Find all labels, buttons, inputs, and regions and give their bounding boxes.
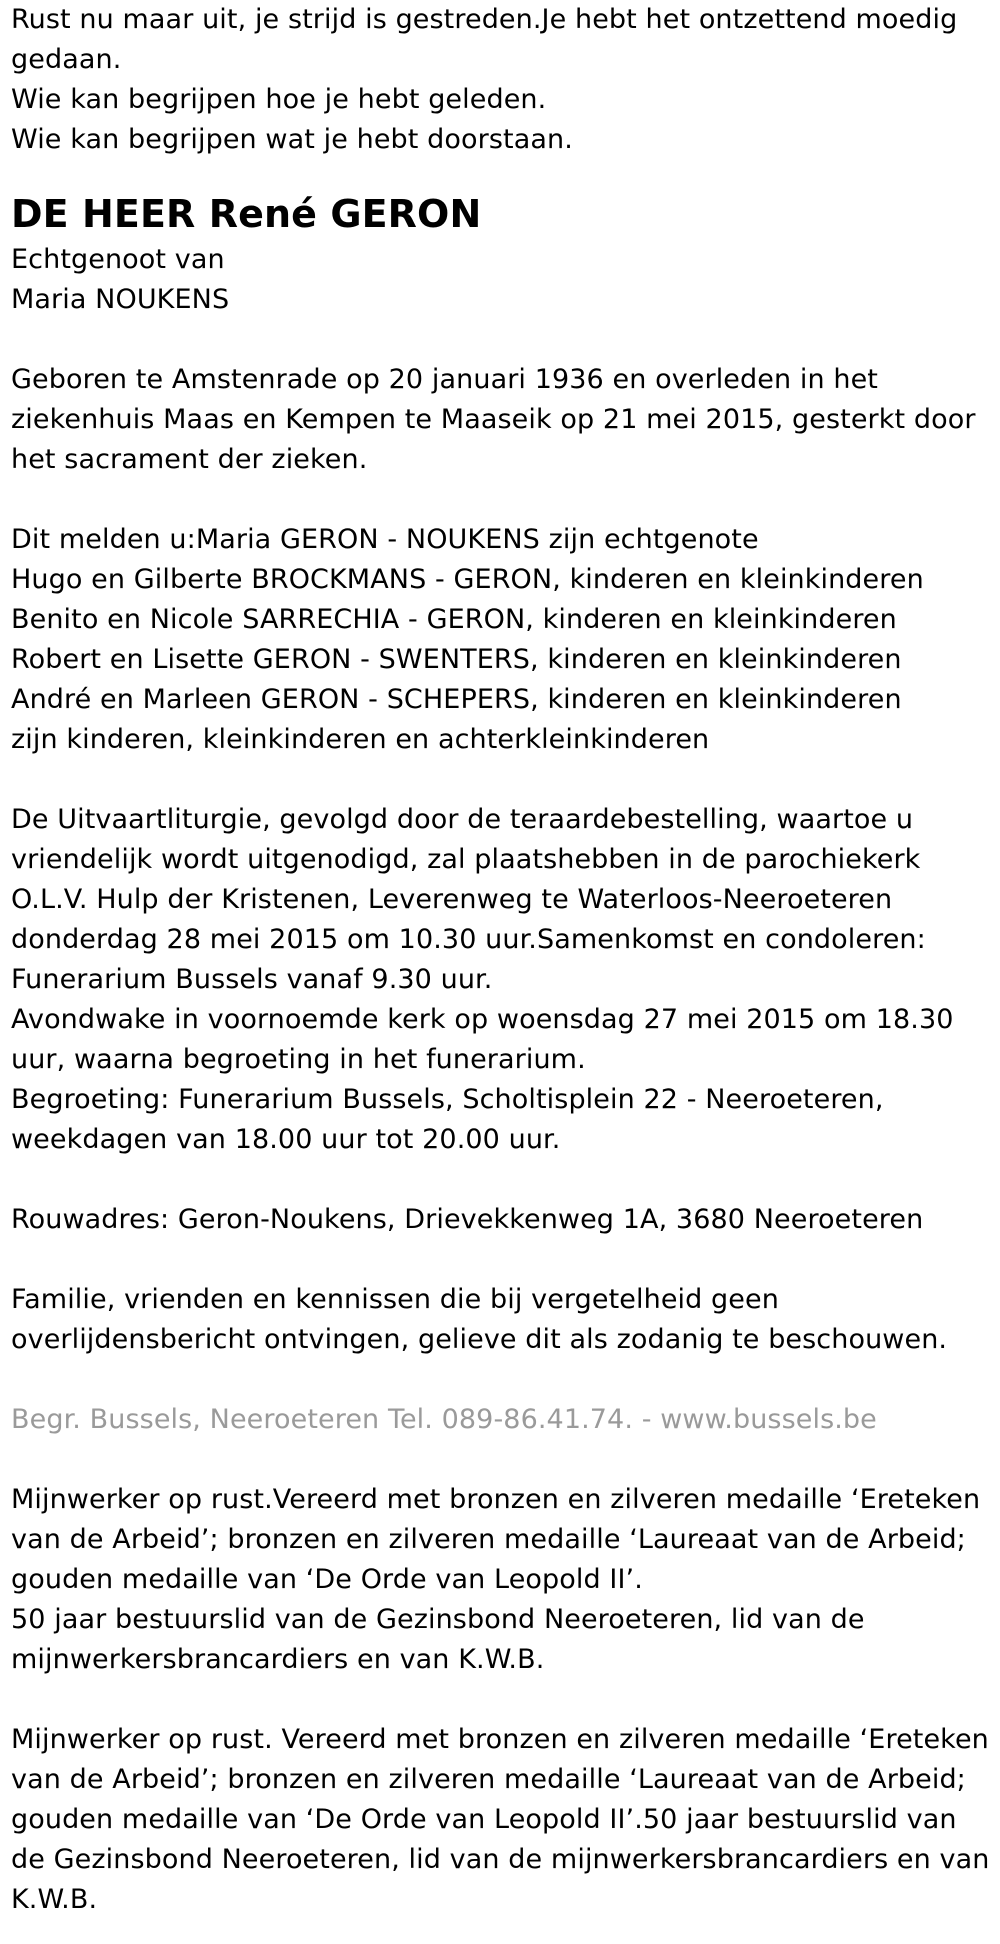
spacer [11,480,994,520]
spacer [11,320,994,360]
spouse-label: Echtgenoot van [11,244,225,275]
poem-line: Wie kan begrijpen wat je hebt doorstaan. [11,124,573,155]
funeral-liturgy: De Uitvaartliturgie, gevolgd door de teraardebestelling, waartoe u vriendelijk wordt uitgenodigd, zal plaatshebben in de parochiekerk O.L.V. Hulp der Kristenen, Leverenweg te Waterloos-Neeroeteren donderdag 28 mei 2015 om 10.30 uur.Samenkomst en condoleren: Funerarium Bussels vanaf 9.30 uur. [11,804,926,995]
funeral-greeting: Begroeting: Funerarium Bussels, Scholtisplein 22 - Neeroeteren, weekdagen van 18.00 uur tot 20.00 uur. [11,1084,884,1155]
poem-line: Wie kan begrijpen hoe je hebt geleden. [11,84,547,115]
funeral-wake: Avondwake in voornoemde kerk op woensdag 27 mei 2015 om 18.30 uur, waarna begroeting in het funerarium. [11,1004,954,1075]
honors-block-2 [11,1720,994,1920]
undertaker-text: Begr. Bussels, Neeroeteren Tel. 089-86.41.74. - www.bussels.be [11,1404,877,1435]
birth-text: Geboren te Amstenrade op 20 januari 1936 en overleden in het ziekenhuis Maas en Kempen te Maaseik op 21 mei 2015, gesterkt door het sacrament der zieken. [11,364,976,475]
poem [11,0,994,160]
honors-text: 50 jaar bestuurslid van de Gezinsbond Neeroeteren, lid van de mijnwerkersbrancardiers en van K.W.B. [11,1604,865,1675]
honors-text: Mijnwerker op rust. Vereerd met bronzen en zilveren medaille ‘Ereteken van de Arbeid’; bronzen en zilveren medaille ‘Laureaat van de Arbeid; gouden medaille van ‘De Orde van Leopold II’.50 jaar bestuurslid van de Gezinsbond Neeroeteren, lid van de mijnwerkersbrancardiers en van K.W.B. [11,1724,990,1915]
spacer [11,1240,994,1280]
funeral-info [11,800,994,1160]
family-line: Hugo en Gilberte BROCKMANS - GERON, kinderen en kleinkinderen [11,564,924,595]
family-list [11,520,994,760]
spacer [11,1680,994,1720]
mourning-address [11,1200,994,1240]
family-line: André en Marleen GERON - SCHEPERS, kinderen en kleinkinderen [11,684,902,715]
honors-block-1 [11,1480,994,1680]
honors-text: Mijnwerker op rust.Vereerd met bronzen en zilveren medaille ‘Ereteken van de Arbeid’; bronzen en zilveren medaille ‘Laureaat van de Arbeid; gouden medaille van ‘De Orde van Leopold II’. [11,1484,981,1595]
family-line: zijn kinderen, kleinkinderen en achterkleinkinderen [11,724,710,755]
family-line: Dit melden u:Maria GERON - NOUKENS zijn echtgenote [11,524,759,555]
family-line: Robert en Lisette GERON - SWENTERS, kinderen en kleinkinderen [11,644,902,675]
poem-line: Rust nu maar uit, je strijd is gestreden.Je hebt het ontzettend moedig gedaan. [11,4,958,75]
undertaker-info [11,1400,994,1440]
notice-text: Familie, vrienden en kennissen die bij vergetelheid geen overlijdensbericht ontvingen, gelieve dit als zodanig te beschouwen. [11,1284,948,1355]
page-title: DE HEER René GERON [11,192,482,236]
spouse-block [11,240,994,320]
address-text: Rouwadres: Geron-Noukens, Drievekkenweg 1A, 3680 Neeroeteren [11,1204,924,1235]
notice-paragraph [11,1280,994,1360]
spacer [11,1360,994,1400]
family-line: Benito en Nicole SARRECHIA - GERON, kinderen en kleinkinderen [11,604,897,635]
spacer [11,760,994,800]
birth-paragraph [11,360,994,480]
spacer [11,1160,994,1200]
spacer [11,1440,994,1480]
spouse-name: Maria NOUKENS [11,284,230,315]
